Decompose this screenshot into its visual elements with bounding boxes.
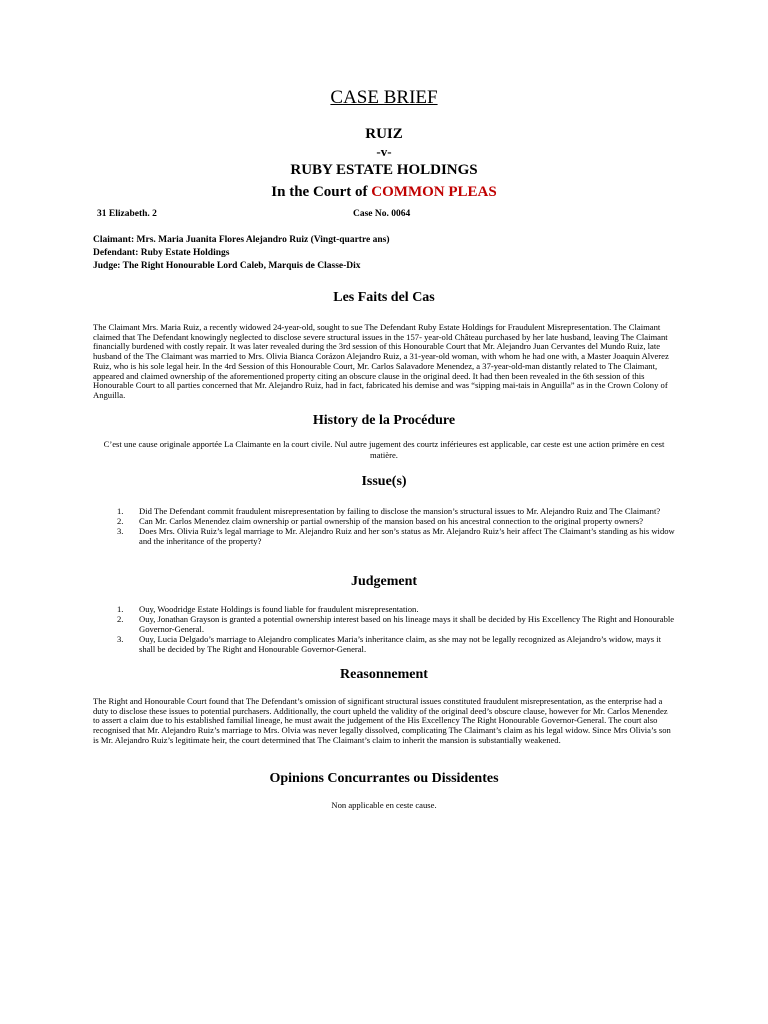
citation: 31 Elizabeth. 2 <box>97 209 157 219</box>
issues-heading: Issue(s) <box>361 474 407 489</box>
history-heading: History de la Procédure <box>312 413 456 428</box>
reasoning-paragraph: The Right and Honourable Court found that The Defendant’s omission of significant structural issues constituted fraudulent misrepresentation, as the enterprise had a duty to disclose these issues to potential purchasers. Additionally, the court upheld the validity of the original deed’s obscure clause, however for Mr. Carlos Menendez to assert a claim due to his established familial lineage, he must await the judgement of the His Excellency The Right Honourable Governor-General. The court also recognised that Mr. Alejandro Ruiz’s marriage to Mrs. Olvia was never legally dissolved, complicating The Claimant’s claim as his legal widow. Since Mrs Olivia’s son is Mr. Alejandro Ruiz’s legitimate heir, the court determined that The Claimant’s claim to inherit the mansion is substantially weakened. <box>93 696 671 745</box>
judgement-list <box>93 604 675 654</box>
list-item: 2. Can Mr. Carlos Menendez claim ownership or partial ownership of the mansion based on his ancestral connection to the original property owners? <box>117 516 644 526</box>
plaintiff-name: RUIZ <box>365 126 403 142</box>
judge-line: Judge: The Right Honourable Lord Caleb, Marquis de Classe-Dix <box>93 261 361 271</box>
facts-heading: Les Faits del Cas <box>333 290 435 305</box>
list-item: 1. Did The Defendant commit fraudulent misrepresentation by failing to disclose the mansion’s structural issues to Mr. Alejandro Ruiz and The Claimant? <box>117 506 661 516</box>
document-title: CASE BRIEF <box>330 87 438 108</box>
history-paragraph: C’est une cause originale apportée La Claimante en la court civile. Nul autre jugement des courtz inférieures est applicable, car ceste est une action primère en cest matière. <box>103 439 665 460</box>
opinions-heading: Opinions Concurrantes ou Dissidentes <box>269 771 499 786</box>
facts-paragraph: The Claimant Mrs. Maria Ruiz, a recently widowed 24-year-old, sought to sue The Defendant Ruby Estate Holdings for Fraudulent Misrepresentation. The Claimant claimed that The Defendant knowingly neglected to disclose severe structural issues in the 157- year-old Château purchased by her late husband, leaving The Claimant financially burdened with costly repair. It was later revealed during the 3rd session of this Honourable Court that Mr. Alejandro Juan Cervantes del Mundo Ruiz, late husband of the The Claimant was married to Mrs. Olivia Bianca Corázon Alejandro Ruiz, a 31-year-old woman, with whom he had one with, a Master Joaquin Alverez Ruiz, who is his sole legal heir. In the 4rd Session of this Honourable Court, Mr. Carlos Salavadore Menendez, a 37-year-old-man distantly related to The Claimant, appeared and claimed ownership of the aforementioned property citing an obscure clause in the original deed. It had then been revealed in the 6th session of this Honourable Court to all parties concerned that Mr. Alejandro Ruiz, had in fact, fabricated his demise and was “sipping mai-tais in Anguilla” as in the Crown Colony of Anguilla. <box>93 322 669 400</box>
claimant-line: Claimant: Mrs. Maria Juanita Flores Alejandro Ruiz (Vingt-quartre ans) <box>93 235 390 245</box>
list-item: 3. Ouy, Lucia Delgado’s marriage to Alejandro complicates Maria’s inheritance claim, as she may not be legally recognized as Alejandro’s widow, mays it shall be decided by The Right and Honourable Governor-General. <box>117 634 661 654</box>
defendant-name: RUBY ESTATE HOLDINGS <box>290 162 478 178</box>
opinions-paragraph: Non applicable en ceste cause. <box>331 800 437 810</box>
court-name: COMMON PLEAS <box>371 184 497 200</box>
defendant-line: Defendant: Ruby Estate Holdings <box>93 248 230 258</box>
versus-marker: -v- <box>376 144 392 159</box>
list-item: 1. Ouy, Woodridge Estate Holdings is found liable for fraudulent misrepresentation. <box>117 604 419 614</box>
case-number: Case No. 0064 <box>353 209 411 219</box>
reasoning-heading: Reasonnement <box>340 667 428 682</box>
list-item: 2. Ouy, Jonathan Grayson is granted a potential ownership interest based on his lineage mays it shall be decided by His Excellency The Right and Honourable Governor-General. <box>117 614 675 634</box>
judgement-heading: Judgement <box>350 574 418 589</box>
court-line <box>0 184 768 201</box>
court-prefix: In the Court of <box>271 184 372 200</box>
list-item: 3. Does Mrs. Olivia Ruiz’s legal marriage to Mr. Alejandro Ruiz and her son’s status as Mr. Alejandro Ruiz’s heir affect The Claimant’s standing as his widow and the inheritance of the property? <box>117 526 675 546</box>
issues-list <box>93 506 675 546</box>
